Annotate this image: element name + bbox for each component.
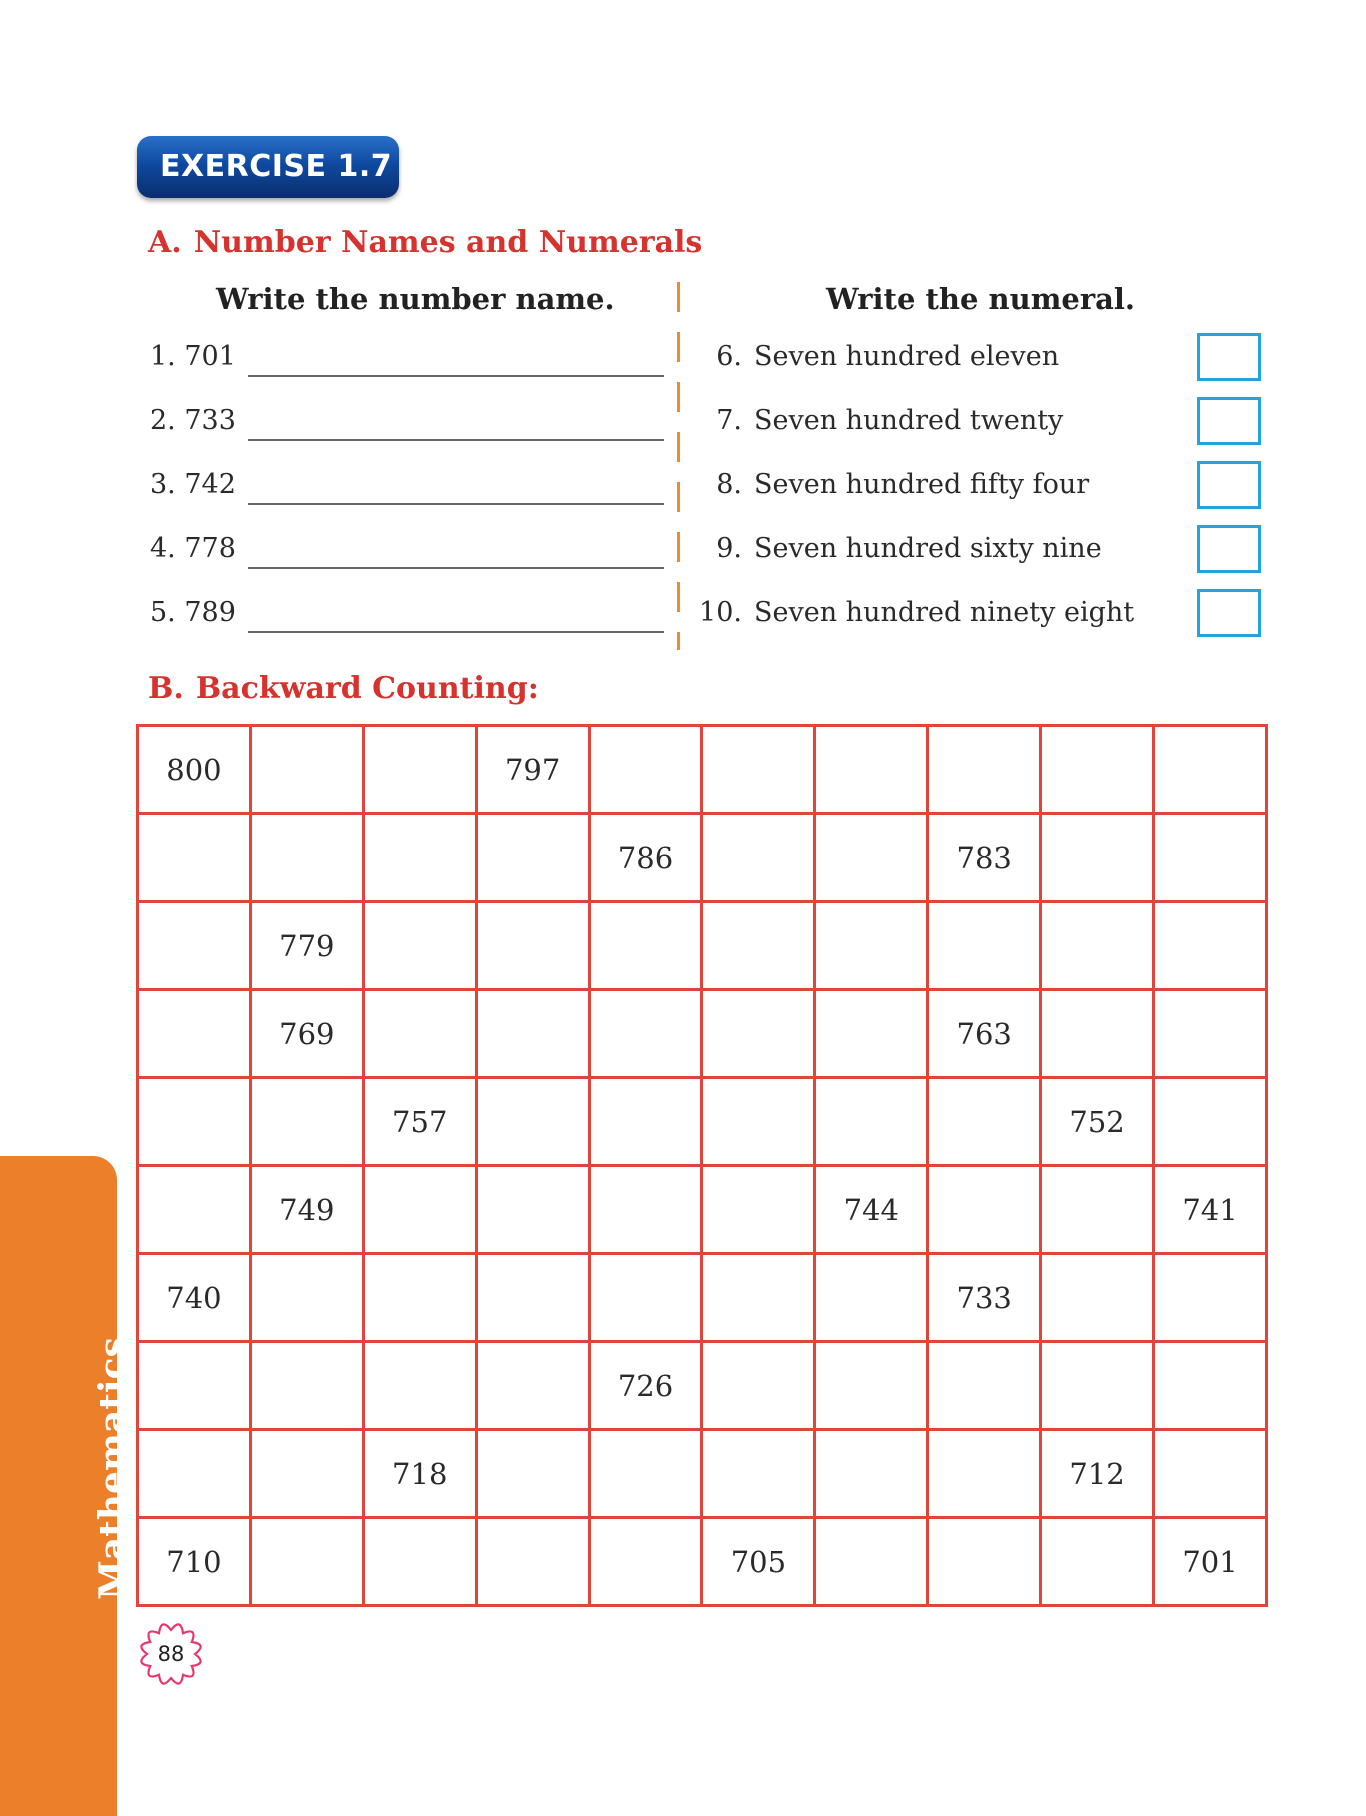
grid-cell-blank[interactable] [702,990,815,1078]
section-b-letter: B. [148,671,184,706]
grid-cell-blank[interactable] [1154,1078,1267,1166]
grid-cell-blank[interactable] [1154,1342,1267,1430]
grid-cell-blank[interactable] [589,990,702,1078]
section-a-letter: A. [148,225,182,260]
grid-cell-blank[interactable] [1041,1254,1154,1342]
grid-row [138,1166,1267,1254]
grid-row [138,1078,1267,1166]
grid-cell-given: 800 [138,726,251,814]
question-number: 2. 733 [150,405,236,436]
grid-cell-blank[interactable] [589,1430,702,1518]
grid-cell-blank[interactable] [1154,1430,1267,1518]
grid-cell-blank[interactable] [250,726,363,814]
grid-cell-blank[interactable] [363,1342,476,1430]
grid-cell-blank[interactable] [363,1518,476,1606]
grid-cell-blank[interactable] [702,726,815,814]
grid-cell-given: 741 [1154,1166,1267,1254]
grid-cell-blank[interactable] [138,902,251,990]
grid-cell-blank[interactable] [476,1342,589,1430]
grid-cell-blank[interactable] [363,1166,476,1254]
grid-cell-blank[interactable] [138,990,251,1078]
page-number: 88 [157,1642,185,1666]
exercise-badge: EXERCISE 1.7 [137,136,399,198]
grid-cell-blank[interactable] [250,814,363,902]
grid-cell-blank[interactable] [138,1342,251,1430]
grid-row [138,726,1267,814]
grid-cell-blank[interactable] [476,1078,589,1166]
question-5 [150,597,670,637]
page-number-badge [134,1617,208,1691]
question-3 [150,469,670,509]
grid-cell-blank[interactable] [363,990,476,1078]
grid-cell-blank[interactable] [138,1078,251,1166]
grid-cell-blank[interactable] [815,990,928,1078]
grid-cell-given: 740 [138,1254,251,1342]
grid-cell-blank[interactable] [1041,1342,1154,1430]
grid-cell-given: 752 [1041,1078,1154,1166]
grid-cell-blank[interactable] [589,1518,702,1606]
column-divider [677,282,680,650]
grid-cell-given: 786 [589,814,702,902]
grid-cell-blank[interactable] [589,1254,702,1342]
grid-cell-blank[interactable] [138,1430,251,1518]
grid-row [138,902,1267,990]
grid-cell-blank[interactable] [815,902,928,990]
grid-row [138,1254,1267,1342]
grid-cell-blank[interactable] [928,1430,1041,1518]
question-text: Seven hundred sixty nine [754,533,1102,564]
answer-box[interactable] [1197,525,1261,573]
grid-cell-given: 797 [476,726,589,814]
grid-cell-blank[interactable] [1041,902,1154,990]
grid-cell-blank[interactable] [476,1166,589,1254]
grid-cell-blank[interactable] [1041,726,1154,814]
grid-cell-given: 779 [250,902,363,990]
grid-cell-blank[interactable] [702,1166,815,1254]
left-column-header: Write the number name. [216,282,615,316]
grid-cell-blank[interactable] [363,1254,476,1342]
question-number: 10. [699,597,742,628]
answer-box[interactable] [1197,589,1261,637]
grid-row [138,1430,1267,1518]
backward-counting-grid [136,724,1268,1607]
grid-cell-given: 718 [363,1430,476,1518]
section-a-title: Number Names and Numerals [193,225,703,260]
grid-cell-given: 710 [138,1518,251,1606]
right-column-header: Write the numeral. [826,282,1136,316]
question-number: 8. [716,469,742,500]
answer-line[interactable] [248,631,664,633]
question-number: 7. [716,405,742,436]
grid-cell-blank[interactable] [815,1518,928,1606]
grid-cell-blank[interactable] [476,1254,589,1342]
grid-cell-blank[interactable] [363,726,476,814]
grid-cell-blank[interactable] [815,1254,928,1342]
grid-cell-blank[interactable] [476,1518,589,1606]
section-a-heading [148,225,702,260]
question-number: 5. 789 [150,597,236,628]
grid-cell-blank[interactable] [1041,1166,1154,1254]
answer-line[interactable] [248,375,664,377]
grid-cell-blank[interactable] [702,1430,815,1518]
question-10 [690,597,1250,645]
question-text: Seven hundred eleven [754,341,1060,372]
grid-cell-blank[interactable] [363,902,476,990]
grid-cell-given: 726 [589,1342,702,1430]
grid-cell-blank[interactable] [815,1430,928,1518]
grid-cell-blank[interactable] [138,1166,251,1254]
answer-line[interactable] [248,567,664,569]
grid-cell-given: 705 [702,1518,815,1606]
grid-row [138,990,1267,1078]
grid-cell-blank[interactable] [1041,990,1154,1078]
grid-cell-blank[interactable] [815,1342,928,1430]
question-number: 4. 778 [150,533,236,564]
grid-cell-blank[interactable] [476,990,589,1078]
grid-cell-blank[interactable] [476,1430,589,1518]
grid-cell-blank[interactable] [1154,990,1267,1078]
answer-line[interactable] [248,503,664,505]
grid-cell-blank[interactable] [702,1254,815,1342]
answer-box[interactable] [1197,461,1261,509]
question-number: 6. [716,341,742,372]
question-text: Seven hundred ninety eight [754,597,1135,628]
grid-cell-blank[interactable] [589,1078,702,1166]
grid-cell-blank[interactable] [250,1430,363,1518]
grid-cell-blank[interactable] [1041,814,1154,902]
question-1 [150,341,670,381]
question-4 [150,533,670,573]
grid-cell-blank[interactable] [250,1254,363,1342]
grid-cell-blank[interactable] [815,726,928,814]
question-number: 3. 742 [150,469,236,500]
grid-cell-blank[interactable] [1154,1254,1267,1342]
grid-cell-blank[interactable] [250,1078,363,1166]
question-6 [690,341,1250,389]
grid-cell-blank[interactable] [928,1166,1041,1254]
question-text: Seven hundred twenty [754,405,1064,436]
question-7 [690,405,1250,453]
grid-cell-given: 733 [928,1254,1041,1342]
grid-cell-blank[interactable] [1041,1518,1154,1606]
grid-cell-blank[interactable] [928,1078,1041,1166]
grid-cell-blank[interactable] [928,726,1041,814]
grid-cell-blank[interactable] [250,1342,363,1430]
grid-cell-blank[interactable] [928,1342,1041,1430]
grid-cell-blank[interactable] [589,902,702,990]
grid-cell-blank[interactable] [363,814,476,902]
grid-cell-given: 701 [1154,1518,1267,1606]
grid-cell-blank[interactable] [702,902,815,990]
grid-row [138,1342,1267,1430]
grid-cell-blank[interactable] [1154,814,1267,902]
grid-cell-given: 763 [928,990,1041,1078]
grid-cell-blank[interactable] [589,1166,702,1254]
grid-cell-blank[interactable] [702,1342,815,1430]
question-number: 9. [716,533,742,564]
grid-cell-given: 757 [363,1078,476,1166]
grid-cell-blank[interactable] [928,902,1041,990]
grid-cell-blank[interactable] [138,814,251,902]
question-2 [150,405,670,445]
question-8 [690,469,1250,517]
answer-box[interactable] [1197,333,1261,381]
grid-cell-blank[interactable] [928,1518,1041,1606]
grid-cell-blank[interactable] [589,726,702,814]
grid-cell-blank[interactable] [476,902,589,990]
grid-cell-given: 769 [250,990,363,1078]
grid-row [138,814,1267,902]
grid-cell-given: 749 [250,1166,363,1254]
question-text: Seven hundred fifty four [754,469,1090,500]
grid-cell-blank[interactable] [476,814,589,902]
section-b-heading [148,671,539,706]
grid-cell-given: 744 [815,1166,928,1254]
answer-line[interactable] [248,439,664,441]
grid-cell-given: 712 [1041,1430,1154,1518]
question-9 [690,533,1250,581]
grid-cell-blank[interactable] [815,814,928,902]
answer-box[interactable] [1197,397,1261,445]
grid-row [138,1518,1267,1606]
grid-cell-blank[interactable] [1154,902,1267,990]
question-number: 1. 701 [150,341,236,372]
section-b-title: Backward Counting: [195,671,539,706]
grid-cell-blank[interactable] [1154,726,1267,814]
grid-cell-blank[interactable] [702,814,815,902]
grid-cell-blank[interactable] [815,1078,928,1166]
subject-label: Mathematics [92,1337,134,1600]
grid-cell-given: 783 [928,814,1041,902]
grid-cell-blank[interactable] [250,1518,363,1606]
grid-cell-blank[interactable] [702,1078,815,1166]
